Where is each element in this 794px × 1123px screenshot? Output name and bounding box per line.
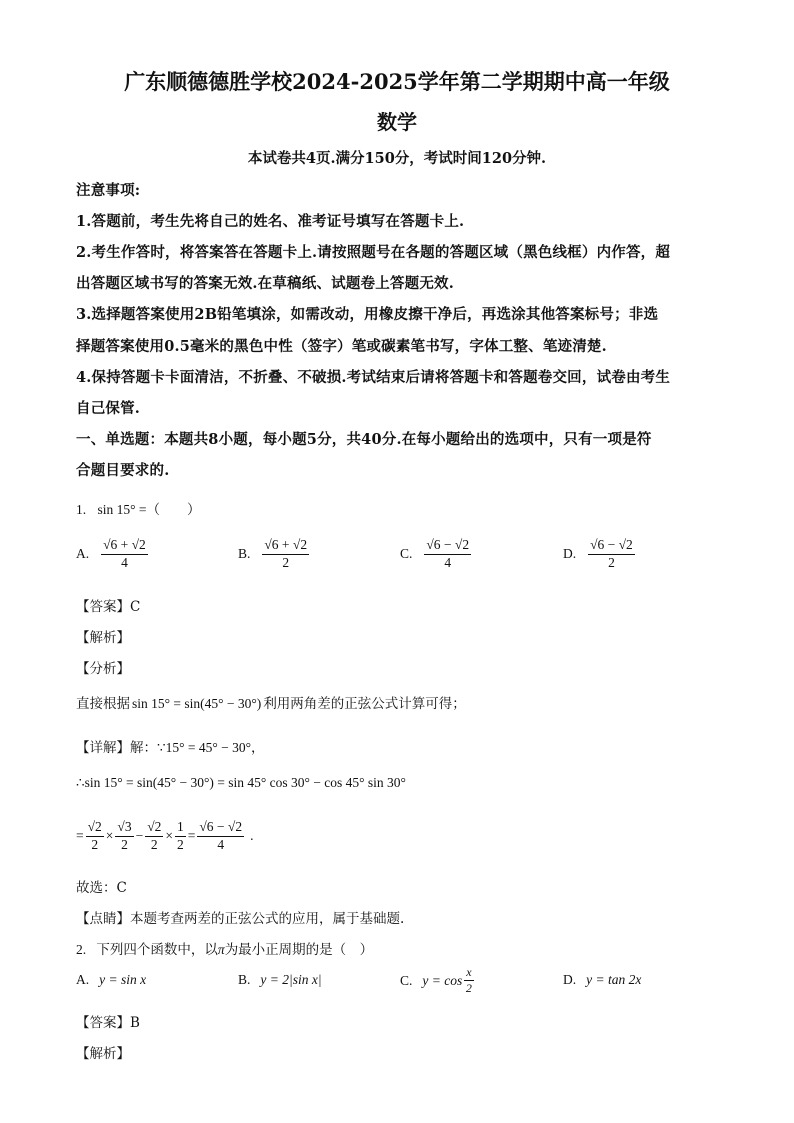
q2-answer: 【答案】B <box>76 1015 140 1031</box>
notice-item-2-line-2: 出答题区域书写的答案无效.在草稿纸、试题卷上答题无效. <box>76 275 454 292</box>
q2-option-c[interactable]: C. y = cos $\frac{x}{2}$ <box>400 965 472 996</box>
q1-step-1: ∴sin 15° = sin(45° − 30°) = sin 45° cos 30° − cos 45° sin 30° <box>76 775 406 790</box>
q2-option-a[interactable]: A. y = sin x <box>76 972 147 987</box>
q2-number: 2. <box>76 942 87 957</box>
q1-step-2: = $\frac{√2}{2}$ × $\frac{√3}{2}$ − $\frac{√2}{2}$ × $\frac{1}{2}$ = $\frac{√6 - √2}{4}$ . <box>76 819 254 852</box>
q2-option-b[interactable]: B. y = 2|sin x| <box>238 972 322 987</box>
subject-title: 数学 <box>377 110 417 134</box>
q1-detail-formula: ∵15° = 45° − 30°， <box>157 740 265 755</box>
q1-fenxi-label: 【分析】 <box>76 661 130 677</box>
notice-item-4-line-2: 自己保管. <box>76 400 141 417</box>
q2-stem-row: 2. 下列四个函数中，以π为最小正周期的是（ ） <box>76 942 374 958</box>
q1-stem-row <box>76 498 201 518</box>
q1-analysis: 直接根据 sin 15° = sin(45° − 30°) 利用两角差的正弦公式计算可得； <box>76 696 466 712</box>
q1-number: 1. <box>76 502 87 517</box>
notice-item-1: 1.答题前，考生先将自己的姓名、准考证号填写在答题卡上. <box>76 213 465 230</box>
q1-stem: sin 15° =（ ） <box>97 502 201 517</box>
q1-answer: 【答案】C <box>76 599 141 615</box>
notice-item-3-line-1: 3.选择题答案使用2B铅笔填涂，如需改动，用橡皮擦干净后，再选涂其他答案标号；非选 <box>76 306 659 323</box>
notice-heading: 注意事项: <box>76 182 141 199</box>
q1-option-c[interactable]: C. $\frac{√6 - √2}{4}$ <box>400 537 470 570</box>
section-heading-line-2: 合题目要求的. <box>76 462 170 479</box>
q1-dianjing: 【点睛】本题考查两差的正弦公式的应用，属于基础题. <box>76 911 405 927</box>
q1-option-d[interactable]: D. $\frac{√6 - √2}{2}$ <box>563 537 633 570</box>
q2-option-d[interactable]: D. y = tan 2x <box>563 972 642 987</box>
q1-option-b[interactable]: B. $\frac{√6 + √2}{2}$ <box>238 537 308 570</box>
q1-analysis-formula: sin 15° = sin(45° − 30°) <box>132 696 262 711</box>
notice-item-3-line-2: 择题答案使用0.5毫米的黑色中性（签字）笔或碳素笔书写，字体工整、笔迹清楚. <box>76 338 607 355</box>
section-heading-line-1: 一、单选题：本题共8小题，每小题5分，共40分.在每小题给出的选项中，只有一项是符 <box>76 431 652 448</box>
exam-title: 广东顺德德胜学校2024-2025学年第二学期期中高一年级 <box>124 69 670 94</box>
q1-conclusion: 故选：C <box>76 880 127 896</box>
exam-info: 本试卷共4页.满分150分，考试时间120分钟. <box>247 150 547 167</box>
q1-jiexi-label: 【解析】 <box>76 630 130 646</box>
notice-item-4-line-1: 4.保持答题卡卡面清洁，不折叠、不破损.考试结束后请将答题卡和答题卷交回，试卷由考生 <box>76 369 671 386</box>
q1-detail: 【详解】解：∵15° = 45° − 30°， <box>76 740 265 756</box>
notice-item-2-line-1: 2.考生作答时，将答案答在答题卡上.请按照题号在各题的答题区域（黑色线框）内作答，超 <box>76 244 671 261</box>
q1-option-a[interactable]: A. $\frac{√6 + √2}{4}$ <box>76 537 146 570</box>
q2-jiexi-label: 【解析】 <box>76 1046 130 1062</box>
pi-symbol: π <box>217 942 225 957</box>
